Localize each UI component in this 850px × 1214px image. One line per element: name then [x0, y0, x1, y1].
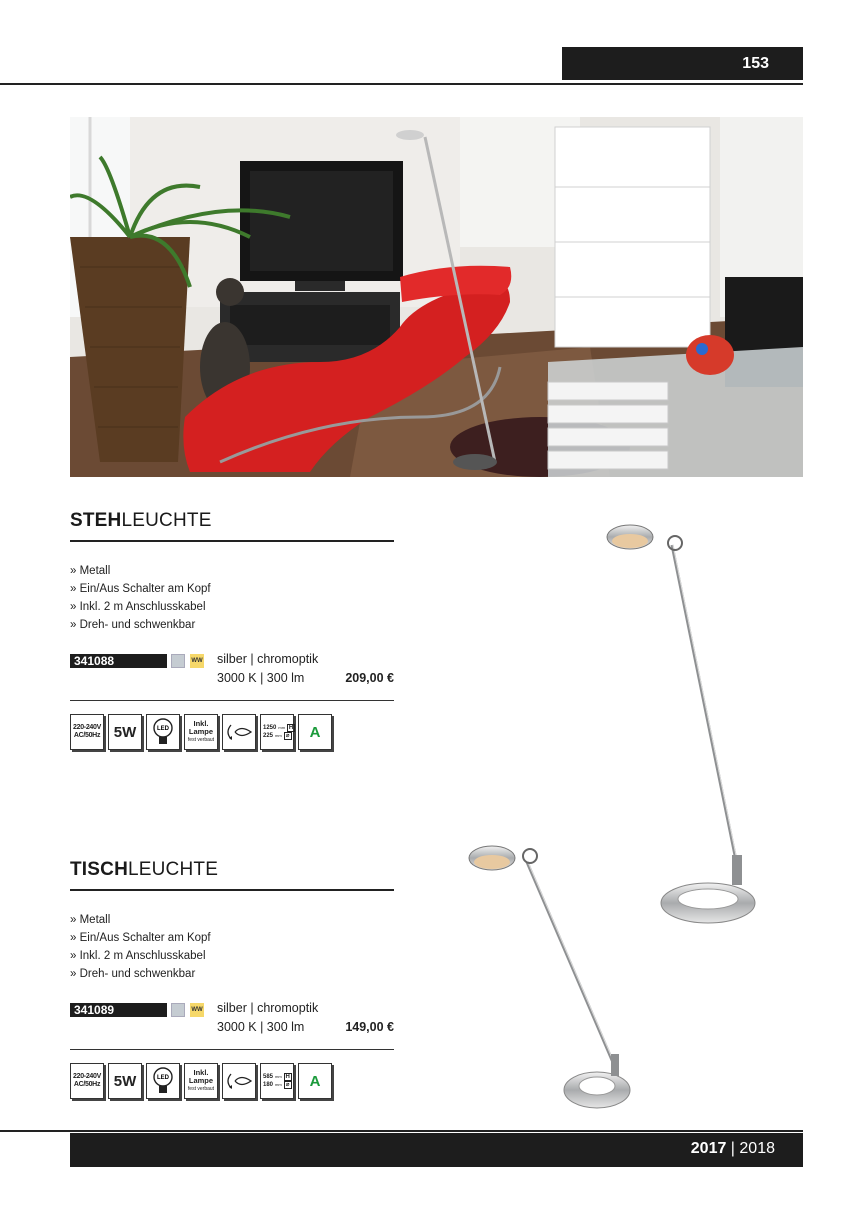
title-rule — [70, 540, 394, 542]
diameter-value: 225 — [263, 733, 274, 739]
voltage-icon — [70, 1063, 104, 1099]
warm-white-badge: WW — [190, 1003, 204, 1017]
feature-item: » Ein/Aus Schalter am Kopf — [70, 583, 211, 595]
bulb-included-icon — [184, 714, 218, 750]
height-box: H — [288, 725, 294, 731]
lamp-line-2: Lampe — [188, 727, 214, 736]
lamp-line-3: fest verbaut — [187, 1086, 215, 1092]
lamp-line-2: Lampe — [188, 1076, 214, 1085]
price-rule — [70, 700, 394, 701]
sku-number: 341088 — [70, 654, 167, 668]
voltage-line-1: 220-240V — [73, 724, 101, 731]
led-bulb-icon — [146, 1063, 180, 1099]
energy-class-icon: A — [298, 714, 332, 750]
voltage-icon — [70, 714, 104, 750]
product-table-lamp — [70, 857, 394, 1099]
catalog-year — [70, 1133, 803, 1167]
height-value: 585 — [263, 1074, 274, 1080]
diameter-unit: mm — [275, 733, 282, 738]
year-next: 2018 — [739, 1140, 775, 1157]
page-number: 153 — [562, 47, 803, 80]
silver-swatch — [171, 1003, 185, 1017]
product-title — [70, 508, 394, 534]
sku-number: 341089 — [70, 1003, 167, 1017]
voltage-line-1: 220-240V — [73, 1073, 101, 1080]
lamp-line-1: Inkl. — [193, 719, 209, 728]
warm-white-badge: WW — [190, 654, 204, 668]
lamp-line-1: Inkl. — [193, 1068, 209, 1077]
height-value: 1250 — [263, 725, 277, 731]
led-bulb-icon — [146, 714, 180, 750]
feature-item: » Metall — [70, 565, 111, 577]
footer-rule — [0, 1130, 803, 1132]
product-floor-lamp — [70, 508, 394, 750]
spec-icons — [70, 714, 394, 750]
lamp-line-3: fest verbaut — [187, 737, 215, 743]
sku-row — [70, 652, 394, 692]
energy-class-icon: A — [298, 1063, 332, 1099]
feature-item: » Inkl. 2 m Anschlusskabel — [70, 601, 206, 613]
feature-item: » Dreh- und schwenkbar — [70, 968, 196, 980]
dimensions-icon — [260, 714, 294, 750]
sku-row — [70, 1001, 394, 1041]
title-rule — [70, 889, 394, 891]
price: 209,00 € — [345, 671, 394, 685]
voltage-line-2: AC/50Hz — [73, 1081, 101, 1088]
spec-text: 3000 K | 300 lm — [217, 1020, 305, 1034]
diameter-value: 180 — [263, 1082, 274, 1088]
rotate-swivel-icon — [222, 714, 256, 750]
title-bold: TISCH — [70, 859, 128, 880]
spec-text: 3000 K | 300 lm — [217, 671, 305, 685]
voltage-line-2: AC/50Hz — [73, 732, 101, 739]
dimensions-icon — [260, 1063, 294, 1099]
height-box: H — [285, 1074, 290, 1080]
led-label: LED — [157, 726, 169, 732]
title-light: LEUCHTE — [121, 510, 212, 531]
diameter-box: ⌀ — [284, 1081, 292, 1089]
year-current: 2017 — [690, 1140, 727, 1157]
feature-item: » Metall — [70, 914, 111, 926]
finish-text: silber | chromoptik — [217, 652, 319, 666]
living-room-photo — [70, 117, 803, 477]
year-separator: | — [726, 1140, 740, 1157]
title-light: LEUCHTE — [128, 859, 219, 880]
feature-item: » Inkl. 2 m Anschlusskabel — [70, 950, 206, 962]
wattage-icon: 5W — [108, 1063, 142, 1099]
feature-item: » Dreh- und schwenkbar — [70, 619, 196, 631]
finish-text: silber | chromoptik — [217, 1001, 319, 1015]
feature-item: » Ein/Aus Schalter am Kopf — [70, 932, 211, 944]
price: 149,00 € — [345, 1020, 394, 1034]
price-rule — [70, 1049, 394, 1050]
title-bold: STEH — [70, 510, 122, 531]
product-title — [70, 857, 394, 883]
led-label: LED — [157, 1075, 169, 1081]
diameter-box: ⌀ — [284, 732, 292, 740]
feature-list — [70, 562, 394, 634]
height-unit: mm — [278, 725, 286, 730]
table-lamp-image — [465, 842, 640, 1114]
silver-swatch — [171, 654, 185, 668]
header-rule — [0, 83, 803, 85]
rotate-swivel-icon — [222, 1063, 256, 1099]
height-unit: mm — [275, 1074, 282, 1079]
wattage-icon: 5W — [108, 714, 142, 750]
diameter-unit: mm — [275, 1082, 282, 1087]
spec-icons — [70, 1063, 394, 1099]
feature-list — [70, 911, 394, 983]
bulb-included-icon — [184, 1063, 218, 1099]
